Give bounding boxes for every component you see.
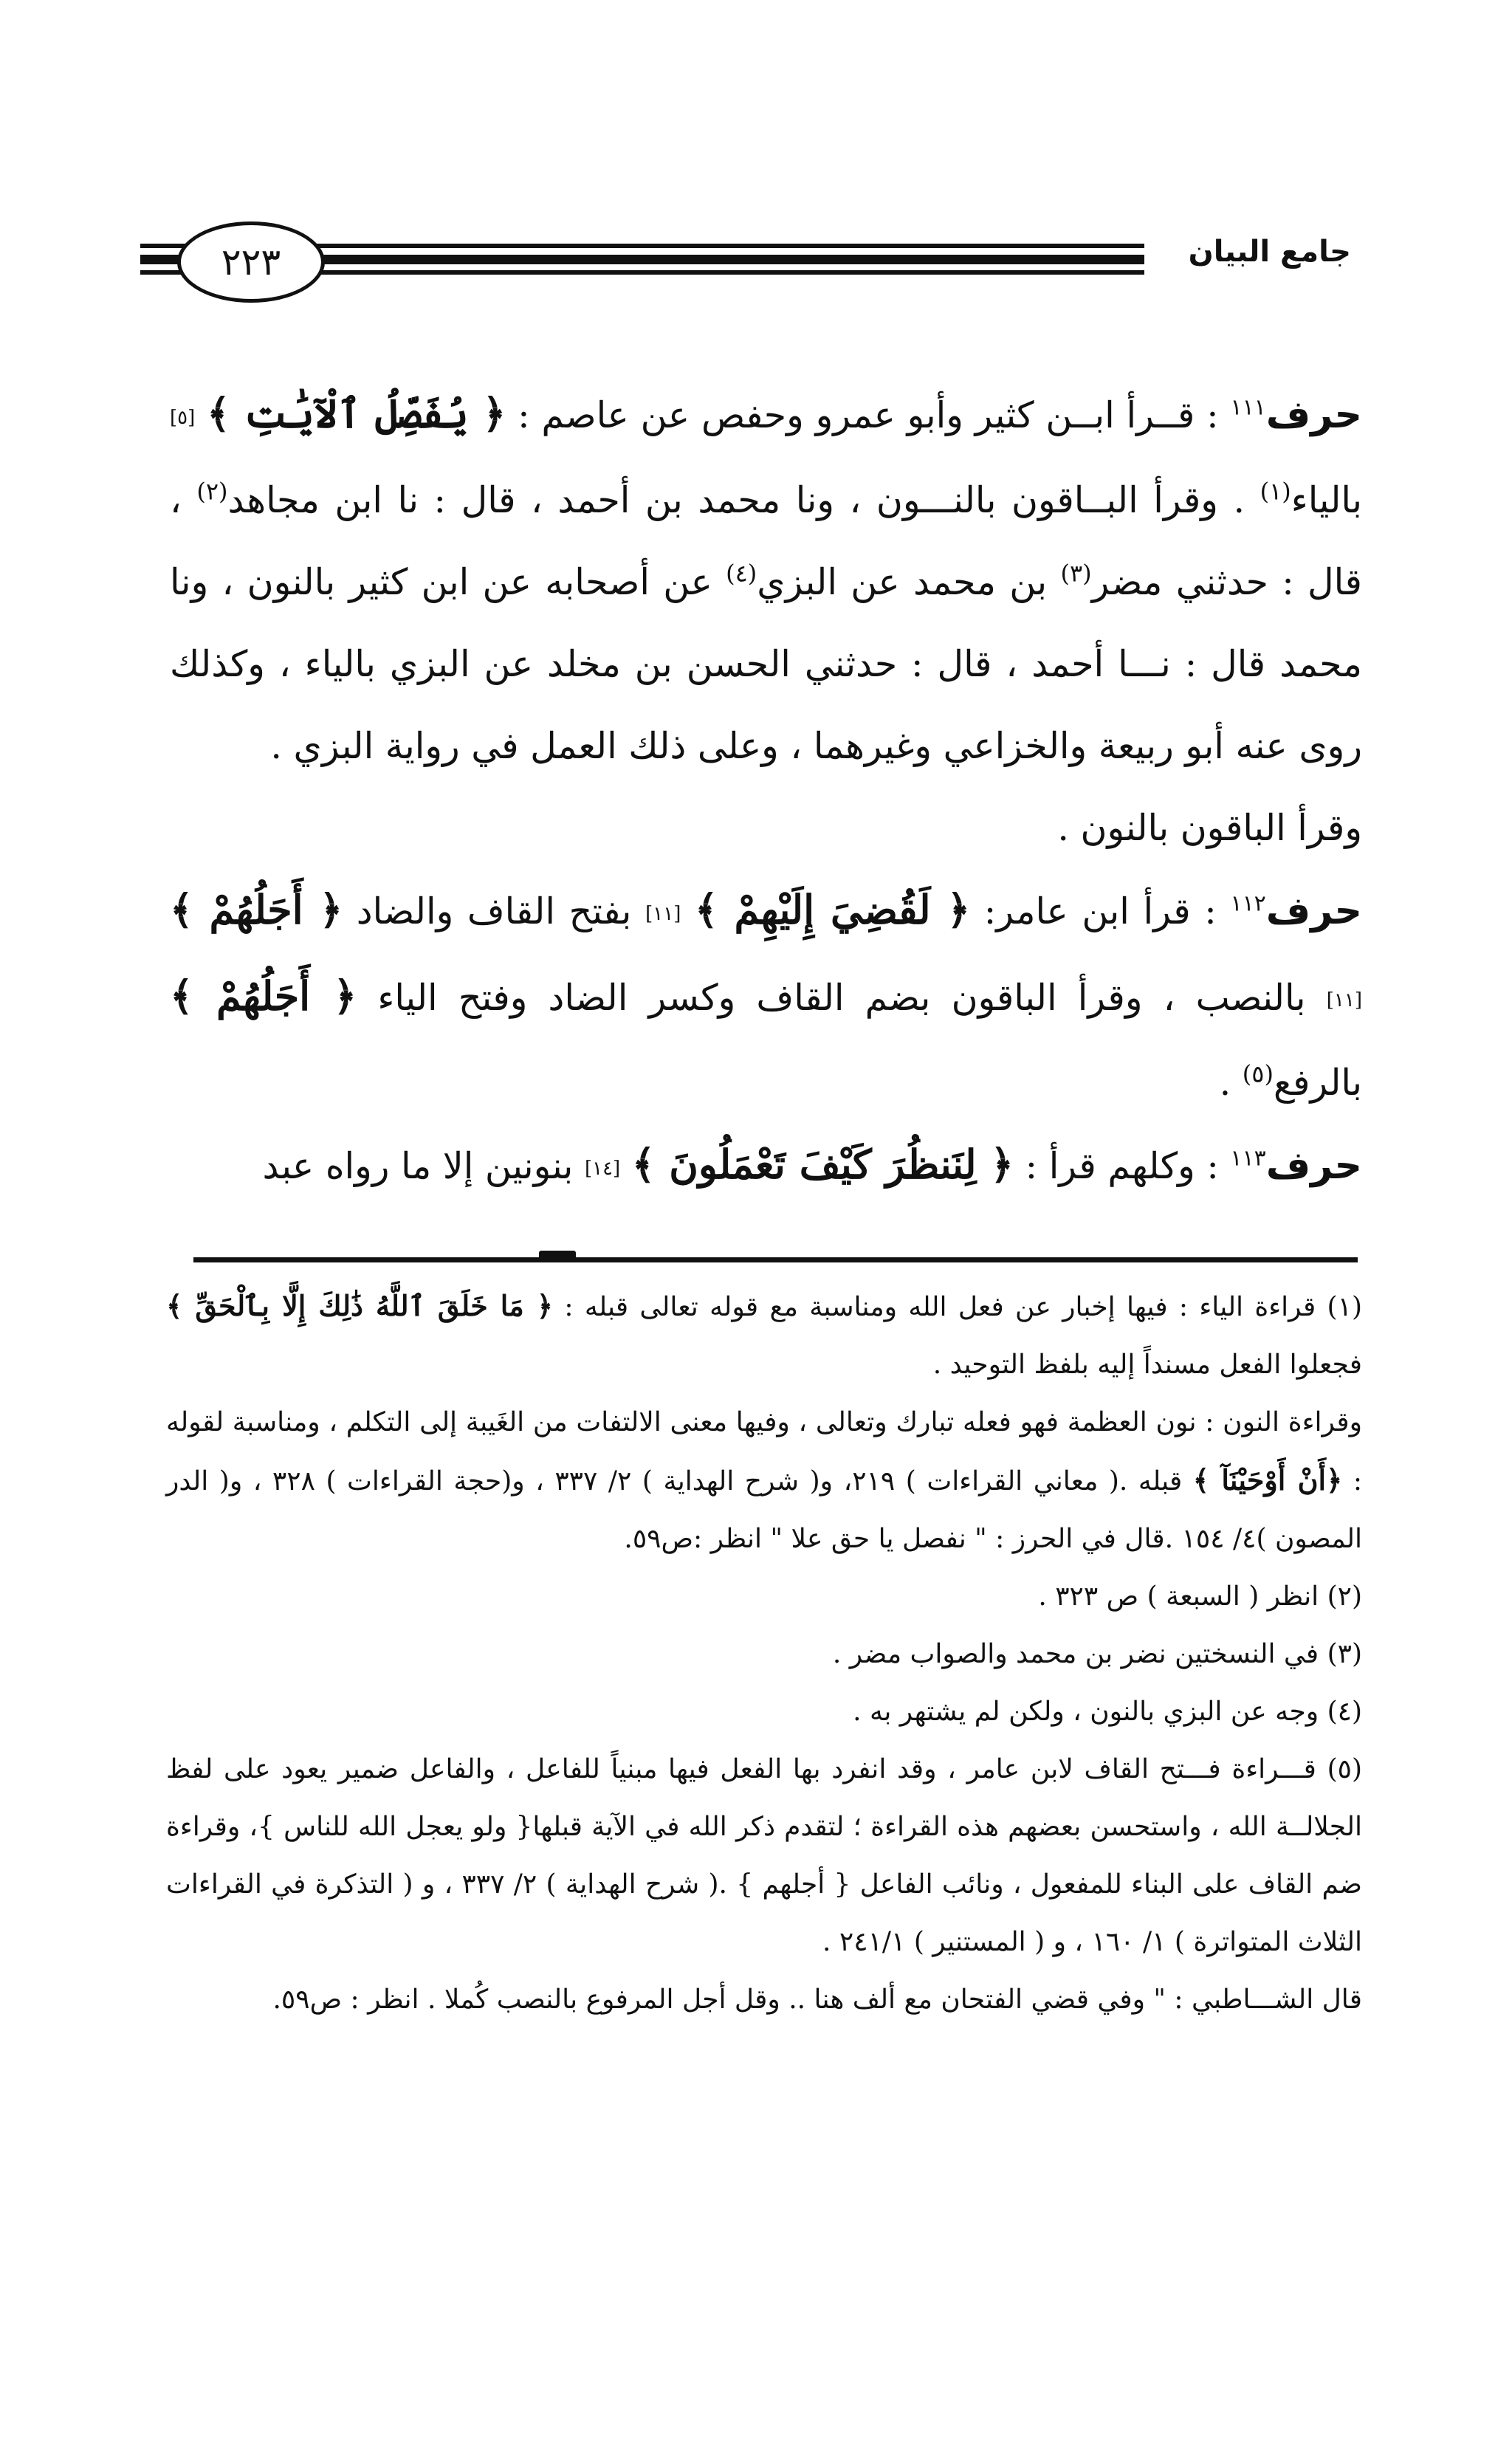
footnote-1-cont — [166, 1394, 1362, 1568]
text-run: : وكلهم قرأ : — [1025, 1145, 1219, 1187]
footnote-1 — [166, 1277, 1362, 1394]
footnote-marker: (٥) — [1327, 1754, 1362, 1784]
text-run: : قــرأ ابــن كثير وأبو عمرو وحفص عن عاصم : — [518, 394, 1219, 436]
harf-number: ١١٣ — [1230, 1145, 1266, 1172]
footnote-marker: (١) — [1327, 1292, 1362, 1322]
running-title: جامع البيان — [1188, 235, 1351, 269]
verse-number: [٥] — [170, 407, 196, 429]
verse-number: [١١] — [645, 903, 681, 925]
text-run: في النسختين نضر بن محمد والصواب مضر . — [832, 1639, 1319, 1669]
footnote-separator — [193, 1257, 1358, 1262]
footnote-marker: (٤) — [1327, 1697, 1362, 1727]
quran-verse: ﴿ أَجَلُهُمْ ﴾ — [170, 972, 357, 1020]
footnote-4 — [166, 1683, 1362, 1741]
footnote-marker: (٣) — [1327, 1639, 1362, 1669]
paragraph-remaining: وقرأ الباقون بالنون . — [1057, 807, 1362, 849]
footnote-5-shatibi: قال الشـــاطبي : " وفي قضي الفتحان مع ألف هنا .. وقل أجل المرفوع بالنصب كُملا . انظر : ص٥٩. — [272, 1984, 1362, 2015]
text-run: انظر ( السبعة ) ص ٣٢٣ . — [1038, 1581, 1319, 1612]
verse-number: [١١] — [1326, 989, 1362, 1011]
text-run: قراءة الياء : فيها إخبار عن فعل الله ومناسبة مع قوله تعالى قبله : — [564, 1292, 1316, 1322]
footnote-ref: (٥) — [1242, 1059, 1274, 1088]
text-run: . وقرأ البــاقون بالنـــون ، ونا محمد بن أحمد ، قال : نا ابن مجاهد — [227, 479, 1245, 521]
quran-verse: ﴿ مَا خَلَقَ ٱللَّهُ ذَٰلِكَ إِلَّا بِٱلْحَقِّ ﴾ — [166, 1289, 554, 1322]
quran-verse: ﴿أَنْ أَوْحَيْنَآ ﴾ — [1192, 1463, 1343, 1496]
text-run: قـــراءة فـــتح القاف لابن عامر ، وقد انفرد بها الفعل فيها مبنياً للفاعل ، والفاعل ضمير يعود على لفظ الجلالــة الله ، واستحسن بعضهم هذه القراءة ؛ لتقدم ذكر الله في الآية قبلها{ ولو يعجل الله للناس }، وقراءة ضم القاف على البناء للمفعول ، ونائب الفاعل { أجلهم } .( شرح الهداية ) ٢/ ٣٣٧ ، و ( التذكرة في القراءات الثلاث المتواترة ) ١/ ١٦٠ ، و ( المستنير ) ٢٤١/١ . — [166, 1754, 1362, 1957]
footnotes — [166, 1277, 1362, 2029]
harf-label: حرف — [1265, 889, 1363, 933]
footnote-5 — [166, 1741, 1362, 1971]
footnote-ref: (٢) — [196, 477, 228, 506]
paragraph-harf-111 — [170, 373, 1362, 787]
paragraph-harf-113 — [170, 1124, 1362, 1210]
page-number-oval — [177, 221, 325, 303]
text-run: وقراءة النون : نون العظمة فهو فعله تبارك وتعالى ، وفيها معنى الالتفات من الغَيبة إلى التكلم ، ومناسبة لقوله : — [166, 1407, 1363, 1496]
footnote-marker: (٢) — [1327, 1581, 1362, 1612]
text-run: قبله .( معاني القراءات ) ٢١٩، و( شرح الهداية ) ٢/ ٣٣٧ ، و(حجة القراءات ) ٣٢٨ ، و( الدر المصون )٤/ ١٥٤ .قال في الحرز : " نفصل يا حق علا " انظر :ص٥٩. — [166, 1466, 1362, 1554]
page-number: ٢٢٣ — [221, 241, 281, 284]
footnote-ref: (٣) — [1060, 559, 1092, 588]
text-run: ، قال : حدثني مضر — [170, 479, 1362, 603]
text-run: بفتح القاف والضاد — [356, 890, 632, 932]
text-run: وجه عن البزي بالنون ، ولكن لم يشتهر به . — [853, 1697, 1319, 1727]
footnote-ref: (١) — [1260, 477, 1291, 506]
text-run: بن محمد عن البزي — [757, 561, 1048, 603]
text-run: فجعلوا الفعل مسنداً إليه بلفظ التوحيد . — [932, 1350, 1362, 1380]
harf-number: ١١١ — [1230, 394, 1266, 421]
quran-verse: ﴿ أَجَلُهُمْ ﴾ — [170, 886, 343, 933]
paragraph-harf-112 — [170, 869, 1362, 1124]
quran-verse: ﴿ يُفَصِّلُ ٱلْآيَٰتِ ﴾ — [207, 390, 506, 437]
text-run: بنونين إلا ما رواه عبد — [262, 1145, 574, 1187]
quran-verse: ﴿ لَقُضِيَ إِلَيْهِمْ ﴾ — [695, 886, 971, 933]
text-run: : قرأ ابن عامر: — [983, 890, 1217, 932]
harf-label: حرف — [1265, 1144, 1362, 1188]
footnote-ref: (٤) — [726, 559, 757, 588]
footnote-3 — [166, 1626, 1362, 1683]
text-run: بالنصب ، وقرأ الباقون بضم القاف وكسر الضاد وفتح الياء — [377, 977, 1306, 1019]
text-run: . — [1219, 1062, 1231, 1104]
text-run: بالياء — [1291, 479, 1363, 521]
text-run: عن أصحابه عن ابن كثير بالنون ، ونا محمد قال : نـــا أحمد ، قال : حدثني الحسن بن مخلد عن البزي بالياء ، وكذلك روى عنه أبو ربيعة والخزاعي وغيرهما ، وعلى ذلك العمل في رواية البزي . — [170, 561, 1362, 767]
harf-number: ١١٢ — [1230, 890, 1266, 917]
footnote-separator-ornament — [539, 1251, 576, 1262]
main-text — [170, 373, 1362, 1210]
quran-verse: ﴿ لِنَنظُرَ كَيْفَ تَعْمَلُونَ ﴾ — [631, 1141, 1014, 1188]
verse-number: [١٤] — [584, 1158, 621, 1180]
footnote-2 — [166, 1568, 1362, 1626]
harf-label: حرف — [1265, 393, 1363, 437]
text-run: بالرفع — [1273, 1062, 1362, 1104]
